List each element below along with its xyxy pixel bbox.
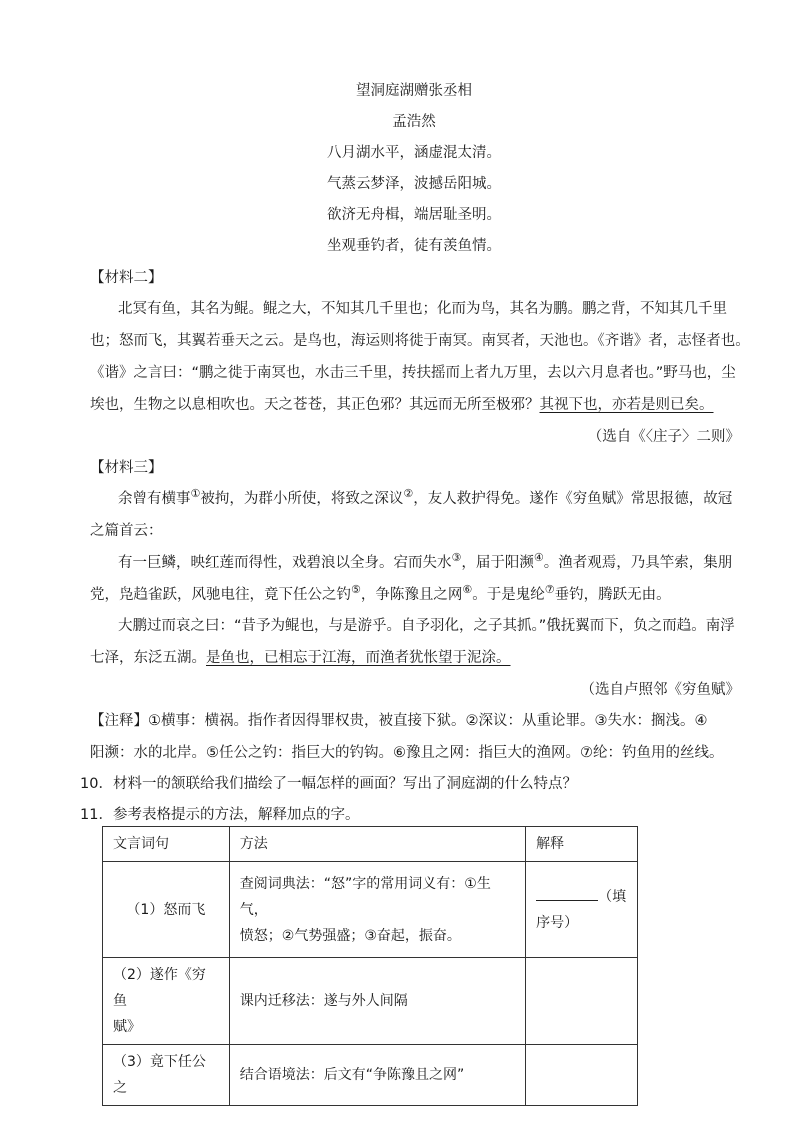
row-1-phrase: （1）怒而飞 (103, 862, 230, 958)
m3-text: 七泽，东泛五湖。 (90, 650, 206, 666)
note-marker-3: ③ (451, 551, 462, 565)
note-marker-4: ④ (533, 551, 544, 565)
notes-line-2: 阳濒：水的北岸。⑤任公之钓：指巨大的钓钩。⑥豫且之网：指巨大的渔网。⑦纶：钓鱼用的丝线。 (90, 745, 724, 761)
m3-text: ，届于阳濒 (461, 555, 534, 571)
m3-text: ，友人救护得免。遂作《穷鱼赋》常思报德，故冠 (413, 491, 733, 507)
header-cell: 文言词句 (103, 827, 230, 862)
material-2-line-3: 《谐》之言曰：“鹏之徙于南冥也，水击三千里，抟扶摇而上者九万里，去以六月息者也。”野马也，尘 (90, 365, 736, 381)
material-2-line-4 (90, 395, 714, 415)
method-text: 查阅词典法：“怒”字的常用词义有：①生 (239, 875, 491, 892)
row-2-method: 课内迁移法：遂与外人间隔 (229, 958, 525, 1045)
phrase-text: 赋》 (113, 1019, 141, 1035)
answer-blank[interactable] (536, 884, 598, 901)
m3-text: 党，凫趋雀跃，风驰电往，竟下任公之钓 (90, 587, 351, 603)
m3-text: 有一巨鳞，映红莲而得性，戏碧浪以全身。宕而失水 (118, 555, 452, 571)
question-11-stem: 11．参考表格提示的方法，解释加点的字。 (80, 807, 360, 823)
material-3-source: （选自卢照邻《穷鱼赋》 (580, 682, 740, 698)
note-marker-7: ⑦ (544, 583, 555, 597)
method-text: 气， (239, 901, 268, 918)
question-11-table (102, 826, 638, 1106)
row-2-answer[interactable] (526, 958, 638, 1045)
material-2-line-2: 也；怒而飞，其翼若垂天之云。是鸟也，海运则将徙于南冥。南冥者，天池也。《齐谐》者，志怪者也。 (90, 333, 750, 349)
material-3-para-3-line-2 (90, 648, 511, 668)
note-marker-1: ① (190, 487, 201, 501)
answer-hint: （填 (598, 888, 627, 905)
note-marker-5: ⑤ (351, 583, 361, 597)
header-cell: 解释 (526, 827, 638, 862)
m3-text: 垂钓，腾跃无由。 (554, 587, 671, 603)
row-1-answer (526, 862, 638, 958)
m3-text: 余曾有横事 (118, 491, 191, 507)
poem-line-4: 坐观垂钓者，徒有羡鱼情。 (327, 238, 501, 254)
material-3-para-1-line-1 (118, 489, 732, 509)
m3-text: 。于是鬼纶 (472, 587, 545, 603)
note-marker-2: ② (403, 487, 414, 501)
table-row (103, 862, 638, 958)
answer-hint: 序号） (536, 914, 579, 931)
method-text: 愤怒；②气势强盛；③奋起，振奋。 (239, 927, 461, 944)
row-3-method: 结合语境法：后文有“争陈豫且之网” (229, 1045, 525, 1106)
m3-text: 被拘，为群小所使，将致之深议 (200, 491, 404, 507)
header-cell: 方法 (229, 827, 525, 862)
notes-line-1: 【注释】①横事：横祸。指作者因得罪权贵，被直接下狱。②深议：从重论罪。③失水：搁浅。④ (90, 713, 708, 729)
material-2-line-1: 北冥有鱼，其名为鲲。鲲之大，不知其几千里也；化而为鸟，其名为鹏。鹏之背，不知其几千里 (118, 301, 727, 317)
table-row (103, 958, 638, 1045)
m3-text: 。渔者观焉，乃具竿索，集朋 (543, 555, 733, 571)
material-3-para-3-line-1: 大鹏过而哀之曰：“昔予为鲲也，与是游乎。自予羽化，之子其抓。”俄抚翼而下，负之而趋。南浮 (118, 618, 735, 634)
table-header-row (103, 827, 638, 862)
material-2-heading: 【材料二】 (90, 270, 163, 286)
material-3-para-2-line-2 (90, 585, 671, 605)
poem-title: 望洞庭湖赠张丞相 (356, 83, 472, 99)
material-2-source: （选自《〈庄子〉二则》 (587, 429, 740, 445)
material-3-para-1-line-2: 之篇首云： (90, 523, 163, 539)
note-marker-6: ⑥ (462, 583, 473, 597)
underlined-sentence-2: 是鱼也，已相忘于江海，而渔者犹怅望于泥涂。 (206, 650, 511, 666)
material-2-line-4-text: 埃也，生物之以息相吹也。天之苍苍，其正色邪？其远而无所至极邪？ (90, 397, 540, 413)
poem-line-1: 八月湖水平，涵虚混太清。 (327, 145, 501, 161)
underlined-sentence-1: 其视下也，亦若是则已矣。 (539, 397, 714, 413)
table-row (103, 1045, 638, 1106)
m3-text: ，争陈豫且之网 (360, 587, 463, 603)
poem-line-3: 欲济无舟楫，端居耻圣明。 (327, 207, 501, 223)
question-10: 10．材料一的颔联给我们描绘了一幅怎样的画面？写出了洞庭湖的什么特点？ (80, 776, 577, 792)
poem-line-2: 气蒸云梦泽，波撼岳阳城。 (327, 176, 501, 192)
material-3-heading: 【材料三】 (90, 460, 163, 476)
row-3-answer[interactable] (526, 1045, 638, 1106)
row-1-method (229, 862, 525, 958)
row-3-phrase: （3）竟下任公之 (103, 1045, 230, 1106)
row-2-phrase (103, 958, 230, 1045)
poem-author: 孟浩然 (392, 114, 436, 130)
phrase-text: （2）遂作《穷鱼 (113, 967, 206, 1009)
material-3-para-2-line-1 (118, 553, 732, 573)
